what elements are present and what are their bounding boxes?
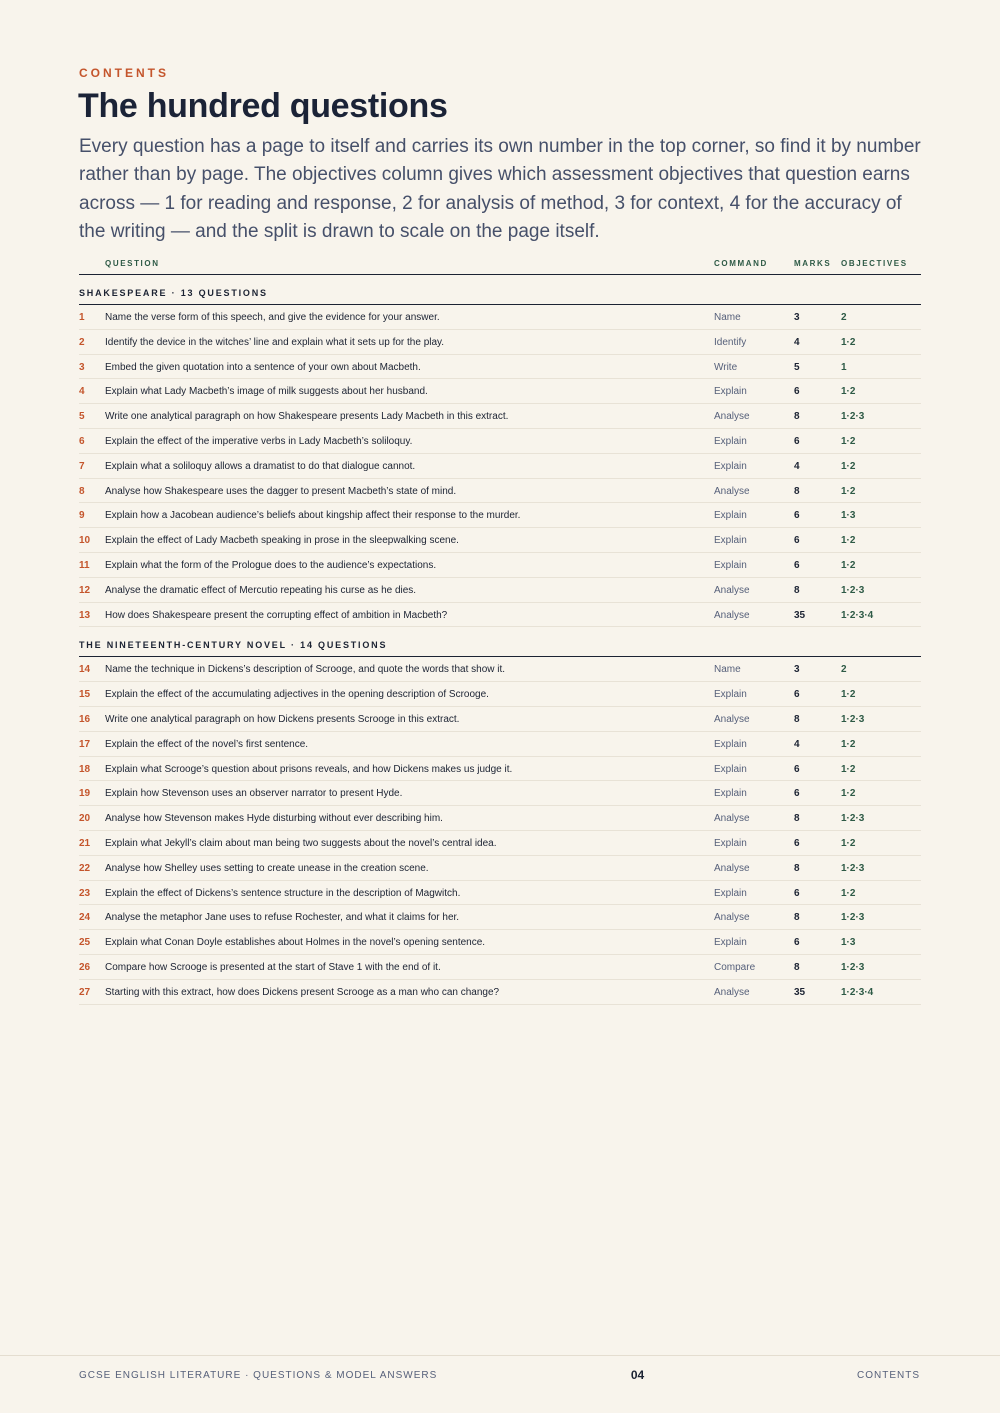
objectives-value: 1·2·3 [841, 584, 865, 596]
command-word: Analyse [714, 411, 750, 423]
marks-value: 5 [794, 361, 800, 373]
question-text: Explain what Lady Macbeth’s image of milk suggests about her husband. [105, 386, 428, 398]
objectives-value: 1·2 [841, 738, 856, 750]
intro-paragraph: Every question has a page to itself and carries its own number in the top corner, so find it by number rather than by page. The objectives column gives which assessment objectives that question earns across — 1 for reading and response, 2 for analysis of method, 3 for context, 4 for the accuracy of the writing — and the split is drawn to scale on the page itself. [79, 136, 921, 242]
marks-value: 8 [794, 411, 800, 423]
command-word: Analyse [714, 713, 750, 725]
question-text: Analyse how Shelley uses setting to create unease in the creation scene. [105, 862, 429, 874]
marks-value: 8 [794, 862, 800, 874]
table-row [79, 682, 921, 707]
marks-value: 6 [794, 788, 800, 800]
question-text: Explain the effect of the accumulating adjectives in the opening description of Scrooge. [105, 689, 489, 701]
table-body [79, 275, 921, 1005]
marks-value: 8 [794, 912, 800, 924]
column-header-command: COMMAND [714, 259, 768, 268]
objectives-value: 1·2·3·4 [841, 986, 874, 998]
question-number: 25 [79, 937, 91, 949]
question-number: 21 [79, 837, 91, 849]
marks-value: 6 [794, 937, 800, 949]
marks-value: 8 [794, 961, 800, 973]
question-text: Write one analytical paragraph on how Dickens presents Scrooge in this extract. [105, 713, 460, 725]
question-text: Analyse how Stevenson makes Hyde disturbing without ever describing him. [105, 813, 443, 825]
question-text: Analyse the metaphor Jane uses to refuse Rochester, and what it claims for her. [105, 912, 460, 924]
question-number: 12 [79, 584, 91, 596]
table-row [79, 806, 921, 831]
question-text: Name the technique in Dickens’s description of Scrooge, and quote the words that show it. [105, 664, 506, 676]
table-row [79, 355, 921, 380]
objectives-value: 1·2·3 [841, 713, 865, 725]
table-row [79, 330, 921, 355]
question-number: 15 [79, 689, 91, 701]
question-text: Explain the effect of the novel’s first sentence. [105, 738, 309, 750]
table-row [79, 404, 921, 429]
questions-table [79, 255, 921, 1005]
objectives-value: 1·2 [841, 887, 856, 899]
question-number: 1 [79, 312, 85, 323]
objectives-value: 1·2 [841, 435, 856, 447]
command-word: Analyse [714, 813, 750, 825]
objectives-value: 1·2·3·4 [841, 609, 874, 621]
table-row [79, 603, 921, 628]
question-text: Embed the given quotation into a sentence of your own about Macbeth. [105, 361, 421, 373]
question-number: 14 [79, 664, 91, 676]
objectives-value: 1 [841, 361, 847, 373]
objectives-value: 1·2 [841, 386, 856, 398]
objectives-value: 1·3 [841, 510, 856, 522]
question-text: Explain what Conan Doyle establishes about Holmes in the novel’s opening sentence. [105, 937, 486, 949]
objectives-value: 1·2 [841, 485, 856, 497]
objectives-value: 1·2 [841, 336, 856, 348]
table-row [79, 831, 921, 856]
table-row [79, 657, 921, 682]
page-number: 04 [630, 1368, 645, 1382]
command-word: Explain [714, 386, 747, 398]
question-text: Identify the device in the witches’ line and explain what it sets up for the play. [105, 336, 445, 348]
column-header-marks: MARKS [794, 259, 832, 268]
question-text: Explain the effect of Lady Macbeth speaking in prose in the sleepwalking scene. [105, 535, 459, 547]
footer-section-name: CONTENTS [857, 1370, 920, 1381]
marks-value: 8 [794, 485, 800, 497]
objectives-value: 1·2·3 [841, 862, 865, 874]
marks-value: 6 [794, 510, 800, 522]
table-row [79, 528, 921, 553]
table-row [79, 578, 921, 603]
objectives-value: 1·2·3 [841, 411, 865, 423]
question-text: Explain what Jekyll’s claim about man being two suggests about the novel’s central idea. [105, 837, 497, 849]
table-row [79, 955, 921, 980]
marks-value: 8 [794, 584, 800, 596]
question-text: Explain what a soliloquy allows a dramatist to do that dialogue cannot. [105, 460, 416, 472]
command-word: Analyse [714, 862, 750, 874]
question-text: Explain how Stevenson uses an observer narrator to present Hyde. [105, 788, 403, 800]
question-text: Explain how a Jacobean audience’s beliefs about kingship affect their response to the murder. [105, 510, 521, 522]
column-header-objectives: OBJECTIVES [841, 259, 908, 268]
objectives-value: 1·2·3 [841, 813, 865, 825]
question-number: 23 [79, 887, 91, 899]
marks-value: 6 [794, 887, 800, 899]
objectives-value: 1·2 [841, 788, 856, 800]
question-number: 4 [79, 386, 85, 398]
table-row [79, 379, 921, 404]
question-number: 19 [79, 788, 91, 800]
page-footer [0, 1355, 1000, 1413]
command-word: Name [714, 664, 741, 676]
question-number: 3 [79, 361, 85, 373]
table-row [79, 503, 921, 528]
command-word: Analyse [714, 609, 750, 621]
objectives-value: 1·2 [841, 460, 856, 472]
question-text: Write one analytical paragraph on how Shakespeare presents Lady Macbeth in this extract. [105, 411, 509, 423]
table-row [79, 707, 921, 732]
footer-book-title: GCSE ENGLISH LITERATURE · QUESTIONS & MODEL ANSWERS [79, 1370, 438, 1381]
question-number: 11 [79, 559, 90, 571]
marks-value: 3 [794, 664, 800, 676]
question-number: 13 [79, 609, 91, 621]
marks-value: 4 [794, 336, 800, 348]
question-text: Analyse how Shakespeare uses the dagger to present Macbeth’s state of mind. [105, 485, 457, 497]
question-number: 8 [79, 485, 85, 497]
question-number: 16 [79, 713, 91, 725]
question-number: 20 [79, 813, 91, 825]
marks-value: 3 [794, 312, 800, 323]
question-number: 24 [79, 912, 91, 924]
question-number: 26 [79, 961, 91, 973]
objectives-value: 1·2 [841, 535, 856, 547]
table-row [79, 454, 921, 479]
table-row [79, 905, 921, 930]
question-text: Explain the effect of the imperative verbs in Lady Macbeth’s soliloquy. [105, 435, 413, 447]
question-number: 2 [79, 336, 85, 348]
objectives-value: 1·2 [841, 837, 856, 849]
question-text: Analyse the dramatic effect of Mercutio repeating his curse as he dies. [105, 584, 417, 596]
section-kicker: CONTENTS [79, 66, 169, 80]
marks-value: 6 [794, 763, 800, 775]
section-title: THE NINETEENTH-CENTURY NOVEL · 14 QUESTIONS [79, 640, 388, 651]
table-row [79, 881, 921, 906]
table-row [79, 429, 921, 454]
column-header-question: QUESTION [105, 259, 160, 268]
question-text: Compare how Scrooge is presented at the start of Stave 1 with the end of it. [105, 961, 441, 973]
marks-value: 6 [794, 837, 800, 849]
question-text: Starting with this extract, how does Dickens present Scrooge as a man who can change? [105, 986, 500, 998]
marks-value: 8 [794, 813, 800, 825]
question-number: 27 [79, 986, 91, 998]
section-header [79, 275, 921, 305]
question-number: 9 [79, 510, 85, 522]
command-word: Explain [714, 763, 747, 775]
objectives-value: 1·3 [841, 937, 856, 949]
section-title: SHAKESPEARE · 13 QUESTIONS [79, 288, 268, 298]
objectives-value: 2 [841, 312, 847, 323]
question-number: 18 [79, 763, 91, 775]
table-row [79, 479, 921, 504]
command-word: Explain [714, 837, 747, 849]
marks-value: 6 [794, 689, 800, 701]
question-text: Name the verse form of this speech, and give the evidence for your answer. [105, 312, 440, 323]
objectives-value: 1·2 [841, 689, 856, 701]
marks-value: 35 [794, 609, 806, 621]
objectives-value: 1·2·3 [841, 961, 865, 973]
question-number: 17 [79, 738, 91, 750]
marks-value: 6 [794, 559, 800, 571]
section-header [79, 627, 921, 657]
command-word: Explain [714, 887, 747, 899]
command-word: Explain [714, 689, 747, 701]
objectives-value: 1·2 [841, 559, 856, 571]
command-word: Explain [714, 738, 747, 750]
objectives-value: 1·2·3 [841, 912, 865, 924]
command-word: Explain [714, 460, 747, 472]
command-word: Identify [714, 336, 747, 348]
table-row [79, 781, 921, 806]
marks-value: 6 [794, 386, 800, 398]
question-number: 7 [79, 460, 85, 472]
question-text: Explain what Scrooge’s question about prisons reveals, and how Dickens makes us judge it. [105, 763, 513, 775]
page-title: The hundred questions [78, 87, 448, 125]
command-word: Analyse [714, 986, 750, 998]
table-header [79, 255, 921, 275]
command-word: Explain [714, 937, 747, 949]
command-word: Analyse [714, 584, 750, 596]
command-word: Explain [714, 559, 747, 571]
question-number: 6 [79, 435, 85, 447]
marks-value: 6 [794, 435, 800, 447]
marks-value: 6 [794, 535, 800, 547]
question-number: 22 [79, 862, 91, 874]
table-row [79, 930, 921, 955]
marks-value: 8 [794, 713, 800, 725]
command-word: Explain [714, 788, 747, 800]
objectives-value: 2 [841, 664, 847, 676]
command-word: Write [714, 361, 738, 373]
objectives-value: 1·2 [841, 763, 856, 775]
question-number: 5 [79, 411, 85, 423]
command-word: Compare [714, 961, 756, 973]
command-word: Explain [714, 535, 747, 547]
marks-value: 4 [794, 738, 800, 750]
question-text: Explain what the form of the Prologue does to the audience’s expectations. [105, 559, 437, 571]
command-word: Explain [714, 510, 747, 522]
command-word: Analyse [714, 912, 750, 924]
question-number: 10 [79, 535, 91, 547]
command-word: Explain [714, 435, 747, 447]
table-row [79, 305, 921, 330]
table-row [79, 553, 921, 578]
table-row [79, 980, 921, 1005]
table-row [79, 856, 921, 881]
table-row [79, 732, 921, 757]
command-word: Name [714, 312, 741, 323]
question-text: How does Shakespeare present the corrupting effect of ambition in Macbeth? [105, 609, 448, 621]
marks-value: 4 [794, 460, 800, 472]
table-row [79, 757, 921, 782]
question-text: Explain the effect of Dickens’s sentence structure in the description of Magwitch. [105, 887, 461, 899]
command-word: Analyse [714, 485, 750, 497]
marks-value: 35 [794, 986, 806, 998]
